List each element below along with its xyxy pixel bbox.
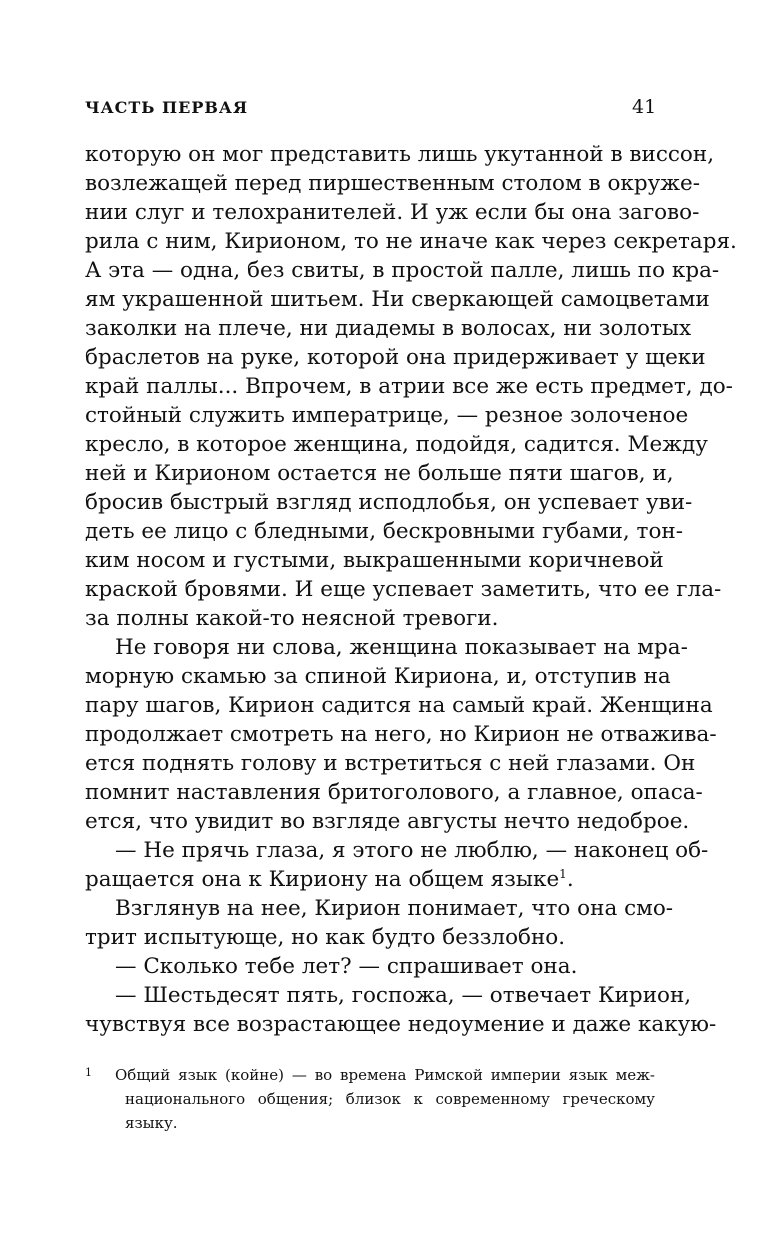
text-line-content: ращается она к Кириону на общем языке — [85, 867, 560, 892]
text-line: краской бровями. И еще успевает заметить, что ее гла- — [85, 577, 722, 602]
main-text — [85, 140, 737, 1039]
text-line: кресло, в которое женщина, подойдя, садится. Между — [85, 432, 708, 457]
text-line: бросив быстрый взгляд исподлобья, он успевает уви- — [85, 490, 693, 515]
text-line: — Шестьдесят пять, госпожа, — отвечает Кирион, — [115, 983, 692, 1008]
running-head: ЧАСТЬ ПЕРВАЯ — [85, 98, 249, 117]
footnote-line: Общий язык (койне) — во времена Римской империи язык меж- — [115, 1066, 655, 1084]
text-line-with-footnote — [85, 865, 655, 894]
text-line: чувствуя все возрастающее недоумение и даже какую- — [85, 1012, 717, 1037]
text-line: возлежащей перед пиршественным столом в окруже- — [85, 171, 701, 196]
text-line: ней и Кирионом остается не больше пяти шагов, и, — [85, 461, 674, 486]
text-line: морную скамью за спиной Кириона, и, отступив на — [85, 664, 671, 689]
line-end-period: . — [566, 867, 574, 892]
text-line: деть ее лицо с бледными, бескровными губами, тон- — [85, 519, 683, 544]
text-line: ется, что увидит во взгляде августы нечто недоброе. — [85, 809, 690, 834]
footnote-line: языку. — [125, 1114, 178, 1132]
text-line: нии слуг и телохранителей. И уж если бы она загово- — [85, 200, 700, 225]
footnote-marker: 1 — [85, 1066, 92, 1079]
text-line: Взглянув на нее, Кирион понимает, что она смо- — [115, 896, 674, 921]
text-line: Не говоря ни слова, женщина показывает на мра- — [115, 635, 688, 660]
text-line: ется поднять голову и встретиться с ней глазами. Он — [85, 751, 696, 776]
footnote-line: национального общения; близок к современному греческому — [125, 1090, 655, 1108]
footnote — [85, 1063, 655, 1135]
text-line: ким носом и густыми, выкрашенными коричневой — [85, 548, 664, 573]
text-line: которую он мог представить лишь укутанной в виссон, — [85, 142, 715, 167]
text-line: пару шагов, Кирион садится на самый край. Женщина — [85, 693, 713, 718]
text-line: заколки на плече, ни диадемы в волосах, ни золотых — [85, 316, 692, 341]
page-number: 41 — [632, 96, 657, 118]
footnotes — [85, 1063, 655, 1135]
text-line: браслетов на руке, которой она придерживает у щеки — [85, 345, 706, 370]
text-line: помнит наставления бритоголового, а главное, опаса- — [85, 780, 703, 805]
text-line: продолжает смотреть на него, но Кирион не отважива- — [85, 722, 717, 747]
text-line: — Не прячь глаза, я этого не люблю, — наконец об- — [115, 838, 709, 863]
footnote-reference[interactable]: 1 — [559, 866, 567, 881]
text-line: — Сколько тебе лет? — спрашивает она. — [115, 954, 578, 979]
text-line: рила с ним, Кирионом, то не иначе как через секретаря. — [85, 229, 737, 254]
text-line: А эта — одна, без свиты, в простой палле, лишь по кра- — [85, 258, 720, 283]
text-line: ям украшенной шитьем. Ни сверкающей самоцветами — [85, 287, 710, 312]
text-line: за полны какой-то неясной тревоги. — [85, 606, 499, 631]
text-line: край паллы... Впрочем, в атрии все же есть предмет, до- — [85, 374, 733, 399]
text-line: стойный служить императрице, — резное золоченое — [85, 403, 689, 428]
text-line: трит испытующе, но как будто беззлобно. — [85, 925, 566, 950]
